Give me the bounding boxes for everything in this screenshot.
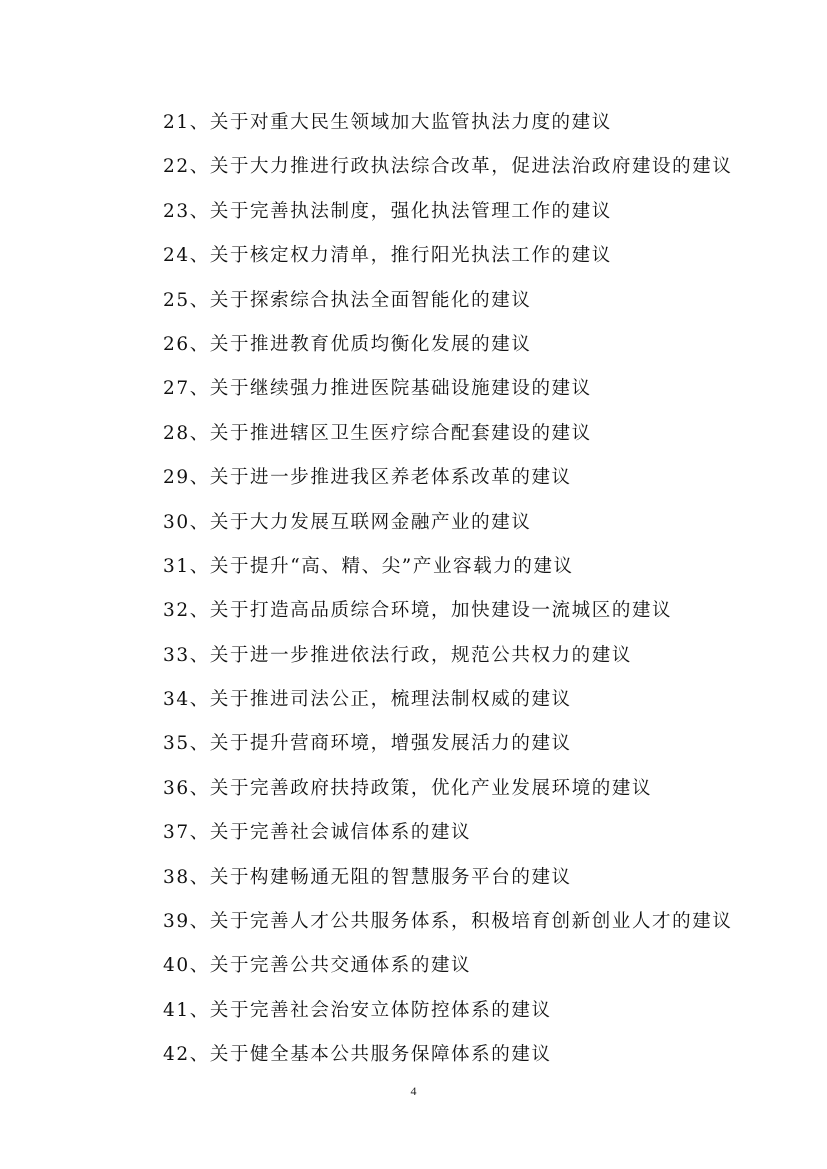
list-item: 26、关于推进教育优质均衡化发展的建议: [163, 333, 532, 355]
proposal-list: [163, 108, 763, 1085]
list-item: 27、关于继续强力推进医院基础设施建设的建议: [163, 378, 592, 400]
list-item: 33、关于进一步推进依法行政，规范公共权力的建议: [163, 644, 632, 666]
list-item: 36、关于完善政府扶持政策，优化产业发展环境的建议: [163, 777, 653, 799]
list-item: 37、关于完善社会诚信体系的建议: [163, 822, 472, 844]
list-item: 23、关于完善执法制度，强化执法管理工作的建议: [163, 200, 612, 222]
list-item: 42、关于健全基本公共服务保障体系的建议: [163, 1044, 552, 1066]
list-item: 24、关于核定权力清单，推行阳光执法工作的建议: [163, 245, 612, 267]
list-item: 28、关于推进辖区卫生医疗综合配套建设的建议: [163, 422, 592, 444]
list-item: 38、关于构建畅通无阻的智慧服务平台的建议: [163, 866, 572, 888]
page-number: 4: [410, 1084, 417, 1098]
list-item: 25、关于探索综合执法全面智能化的建议: [163, 289, 532, 311]
list-item: 34、关于推进司法公正，梳理法制权威的建议: [163, 689, 572, 711]
list-item: 22、关于大力推进行政执法综合改革，促进法治政府建设的建议: [163, 156, 733, 178]
list-item: 41、关于完善社会治安立体防控体系的建议: [163, 999, 552, 1021]
list-item: 29、关于进一步推进我区养老体系改革的建议: [163, 467, 572, 489]
list-item: 21、关于对重大民生领域加大监管执法力度的建议: [163, 112, 612, 133]
list-item: 31、关于提升“高、精、尖”产业容载力的建议: [163, 555, 574, 577]
list-item: 40、关于完善公共交通体系的建议: [163, 955, 472, 977]
list-item: 32、关于打造高品质综合环境，加快建设一流城区的建议: [163, 600, 673, 622]
list-item: 39、关于完善人才公共服务体系，积极培育创新创业人才的建议: [163, 911, 733, 933]
list-item: 30、关于大力发展互联网金融产业的建议: [163, 511, 532, 533]
list-item: 35、关于提升营商环境，增强发展活力的建议: [163, 733, 572, 755]
